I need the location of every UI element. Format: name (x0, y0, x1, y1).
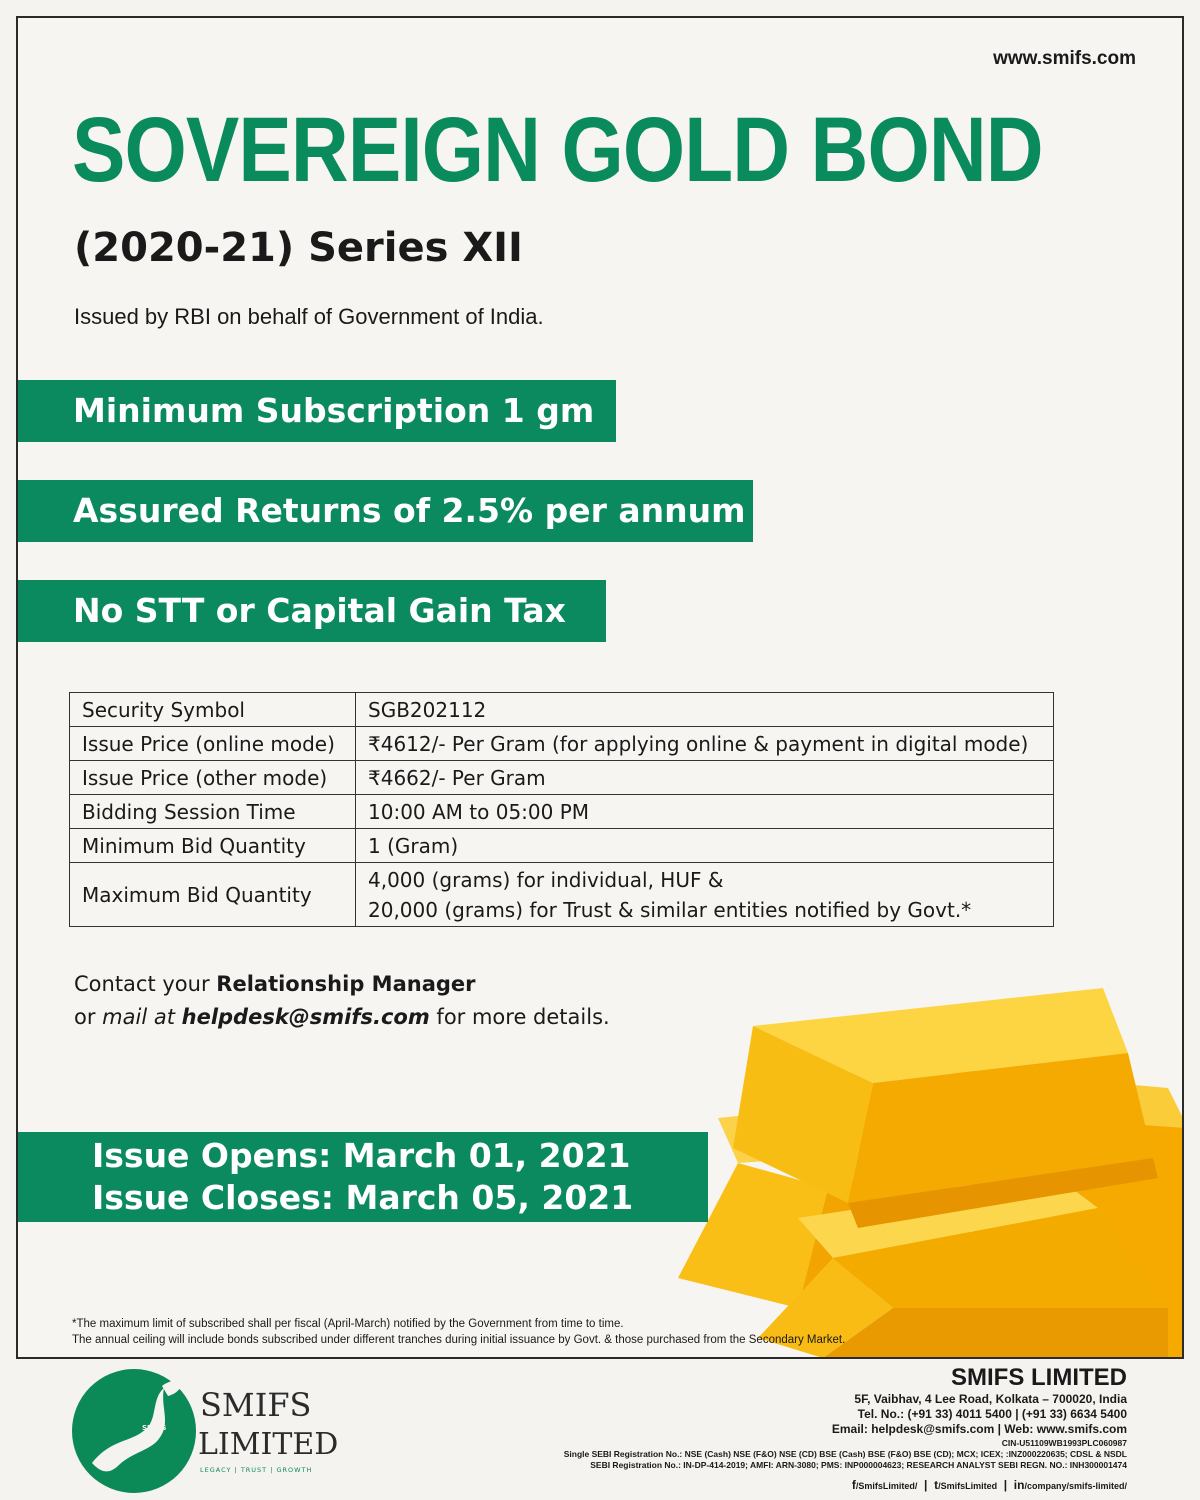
facebook-handle: /SmifsLimited/ (855, 1481, 918, 1491)
helpdesk-email-link[interactable]: helpdesk@smifs.com (181, 1005, 430, 1029)
page-title: SOVEREIGN GOLD BOND (72, 99, 1043, 201)
twitter-icon: t (934, 1478, 939, 1492)
smifs-logo-icon (72, 1368, 362, 1494)
gold-bars-illustration (648, 948, 1184, 1358)
company-tel: Tel. No.: (+91 33) 4011 5400 | (+91 33) 6634 5400 (857, 1407, 1127, 1421)
issuer-text: Issued by RBI on behalf of Government of India. (74, 304, 544, 329)
linkedin-link[interactable] (1014, 1478, 1127, 1492)
contact-text (74, 968, 610, 1034)
social-links: f/SmifsLimited/ | t/SmifsLimited | in/company/smifs-limited/ (851, 1478, 1127, 1492)
table-key: Minimum Bid Quantity (70, 829, 356, 863)
table-row (70, 863, 1054, 927)
table-key: Bidding Session Time (70, 795, 356, 829)
table-key: Issue Price (online mode) (70, 727, 356, 761)
footnote-line: The annual ceiling will include bonds subscribed under different tranches during initial issuance by Govt. & those purchased from the Secondary Market. (72, 1334, 846, 1346)
series-subtitle: (2020-21) Series XII (74, 225, 523, 271)
poster (16, 16, 1184, 1359)
details-table (69, 692, 1054, 927)
footnote-line: *The maximum limit of subscribed shall per fiscal (April-March) notified by the Government from time to time. (72, 1318, 624, 1330)
table-row (70, 727, 1054, 761)
company-email: Email: helpdesk@smifs.com | Web: www.smifs.com (831, 1422, 1127, 1436)
table-value: 10:00 AM to 05:00 PM (356, 795, 1054, 829)
footnote (72, 1316, 845, 1348)
linkedin-handle: /company/smifs-limited/ (1024, 1481, 1127, 1491)
company-sebi-2: SEBI Registration No.: IN-DP-414-2019; AMFI: ARN-3080; PMS: INP000004623; RESEARCH ANALYST SEBI REGN. NO.: INH300001474 (590, 1460, 1127, 1470)
twitter-handle: /SmifsLimited (938, 1481, 998, 1491)
website-link[interactable]: www.smifs.com (993, 48, 1136, 69)
issue-dates-band (18, 1132, 708, 1222)
contact-mail-at: mail at (102, 1005, 182, 1029)
issue-closes: Issue Closes: March 05, 2021 (92, 1178, 634, 1217)
facebook-icon: f (851, 1478, 856, 1492)
table-value-line: 20,000 (grams) for Trust & similar entities notified by Govt.* (368, 897, 972, 922)
table-value-line: 4,000 (grams) for individual, HUF & (368, 867, 724, 892)
highlight-minimum-subscription: Minimum Subscription 1 gm (18, 380, 616, 442)
highlight-tax: No STT or Capital Gain Tax (18, 580, 606, 642)
issue-opens: Issue Opens: March 01, 2021 (92, 1136, 631, 1175)
company-address: 5F, Vaibhav, 4 Lee Road, Kolkata – 700020, India (854, 1392, 1127, 1406)
linkedin-icon: in (1013, 1478, 1025, 1492)
facebook-link[interactable] (852, 1478, 918, 1492)
logo-word1: SMIFS (200, 1386, 312, 1424)
table-key: Maximum Bid Quantity (70, 863, 356, 927)
table-value: SGB202112 (356, 693, 1054, 727)
relationship-manager: Relationship Manager (216, 972, 476, 996)
gold-bars-icon (648, 948, 1184, 1358)
company-info (564, 1364, 1127, 1496)
table-value: 1 (Gram) (356, 829, 1054, 863)
table-row (70, 761, 1054, 795)
company-name: SMIFS LIMITED (951, 1364, 1127, 1391)
table-key: Issue Price (other mode) (70, 761, 356, 795)
contact-prefix: Contact your (74, 972, 217, 996)
highlight-assured-returns: Assured Returns of 2.5% per annum (18, 480, 753, 542)
contact-suffix: for more details. (429, 1005, 610, 1029)
table-row (70, 795, 1054, 829)
logo-small-text: SMIFS (142, 1424, 167, 1432)
table-value (356, 863, 1054, 927)
table-row (70, 829, 1054, 863)
company-cin: CIN-U51109WB1993PLC060987 (1001, 1438, 1127, 1448)
table-key: Security Symbol (70, 693, 356, 727)
table-value: ₹4662/- Per Gram (356, 761, 1054, 795)
twitter-link[interactable] (934, 1478, 997, 1492)
company-sebi-1: Single SEBI Registration No.: NSE (Cash) NSE (F&O) NSE (CD) BSE (Cash) BSE (F&O) BSE (CD); MCX; ICEX; :INZ000220635; CDSL & NSDL (563, 1449, 1127, 1459)
logo-tagline: LEGACY | TRUST | GROWTH (200, 1466, 313, 1474)
contact-or: or (74, 1005, 103, 1029)
logo-word2: LIMITED (198, 1427, 339, 1462)
table-row (70, 693, 1054, 727)
table-value: ₹4612/- Per Gram (for applying online & payment in digital mode) (356, 727, 1054, 761)
smifs-logo (72, 1368, 362, 1494)
